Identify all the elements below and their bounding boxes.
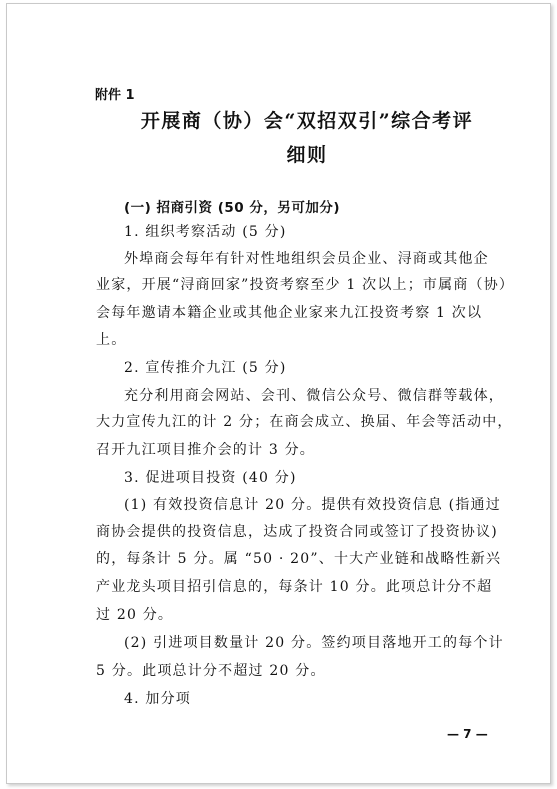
item-heading: 1. 组织考察活动 (5 分)	[124, 224, 287, 240]
paragraph-line: 上。	[96, 332, 127, 348]
paragraph-line: 会每年邀请本籍企业或其他企业家来九江投资考察 1 次以	[96, 305, 483, 321]
paragraph-line: 外埠商会每年有针对性地组织会员企业、浔商或其他企	[124, 251, 489, 267]
item-heading: 4. 加分项	[124, 691, 192, 707]
paragraph-line: 过 20 分。	[96, 607, 174, 623]
document-title-line2: 细则	[286, 144, 328, 166]
document-title-line1: 开展商（协）会“双招双引”综合考评	[140, 110, 474, 132]
item-heading: 3. 促进项目投资 (40 分)	[124, 470, 297, 486]
section-heading: (一) 招商引资 (50 分，另可加分)	[124, 200, 341, 216]
item-heading: 2. 宣传推介九江 (5 分)	[124, 360, 287, 376]
paragraph-line: 大力宣传九江的计 2 分；在商会成立、换届、年会等活动中，	[96, 414, 513, 430]
paragraph-line: 业家，开展“浔商回家”投资考察至少 1 次以上；市属商（协）	[96, 277, 515, 293]
paragraph-line: 商协会提供的投资信息，达成了投资合同或签订了投资协议)	[96, 524, 498, 540]
paragraph-line: (1) 有效投资信息计 20 分。提供有效投资信息 (指通过	[124, 497, 501, 513]
paragraph-line: 的，每条计 5 分。属 “50 · 20”、十大产业链和战略性新兴	[96, 551, 502, 567]
paragraph-line: 5 分。此项总计分不超过 20 分。	[96, 663, 326, 679]
paragraph-line: 充分利用商会网站、会刊、微信公众号、微信群等载体，	[124, 388, 504, 404]
paragraph-line: (2) 引进项目数量计 20 分。签约项目落地开工的每个计	[124, 635, 504, 651]
attachment-label: 附件 1	[95, 88, 135, 103]
paragraph-line: 产业龙头项目招引信息的，每条计 10 分。此项总计分不超	[96, 579, 493, 595]
page-number: — 7 —	[447, 727, 488, 741]
document-page	[6, 3, 551, 784]
paragraph-line: 召开九江项目推介会的计 3 分。	[96, 442, 316, 458]
